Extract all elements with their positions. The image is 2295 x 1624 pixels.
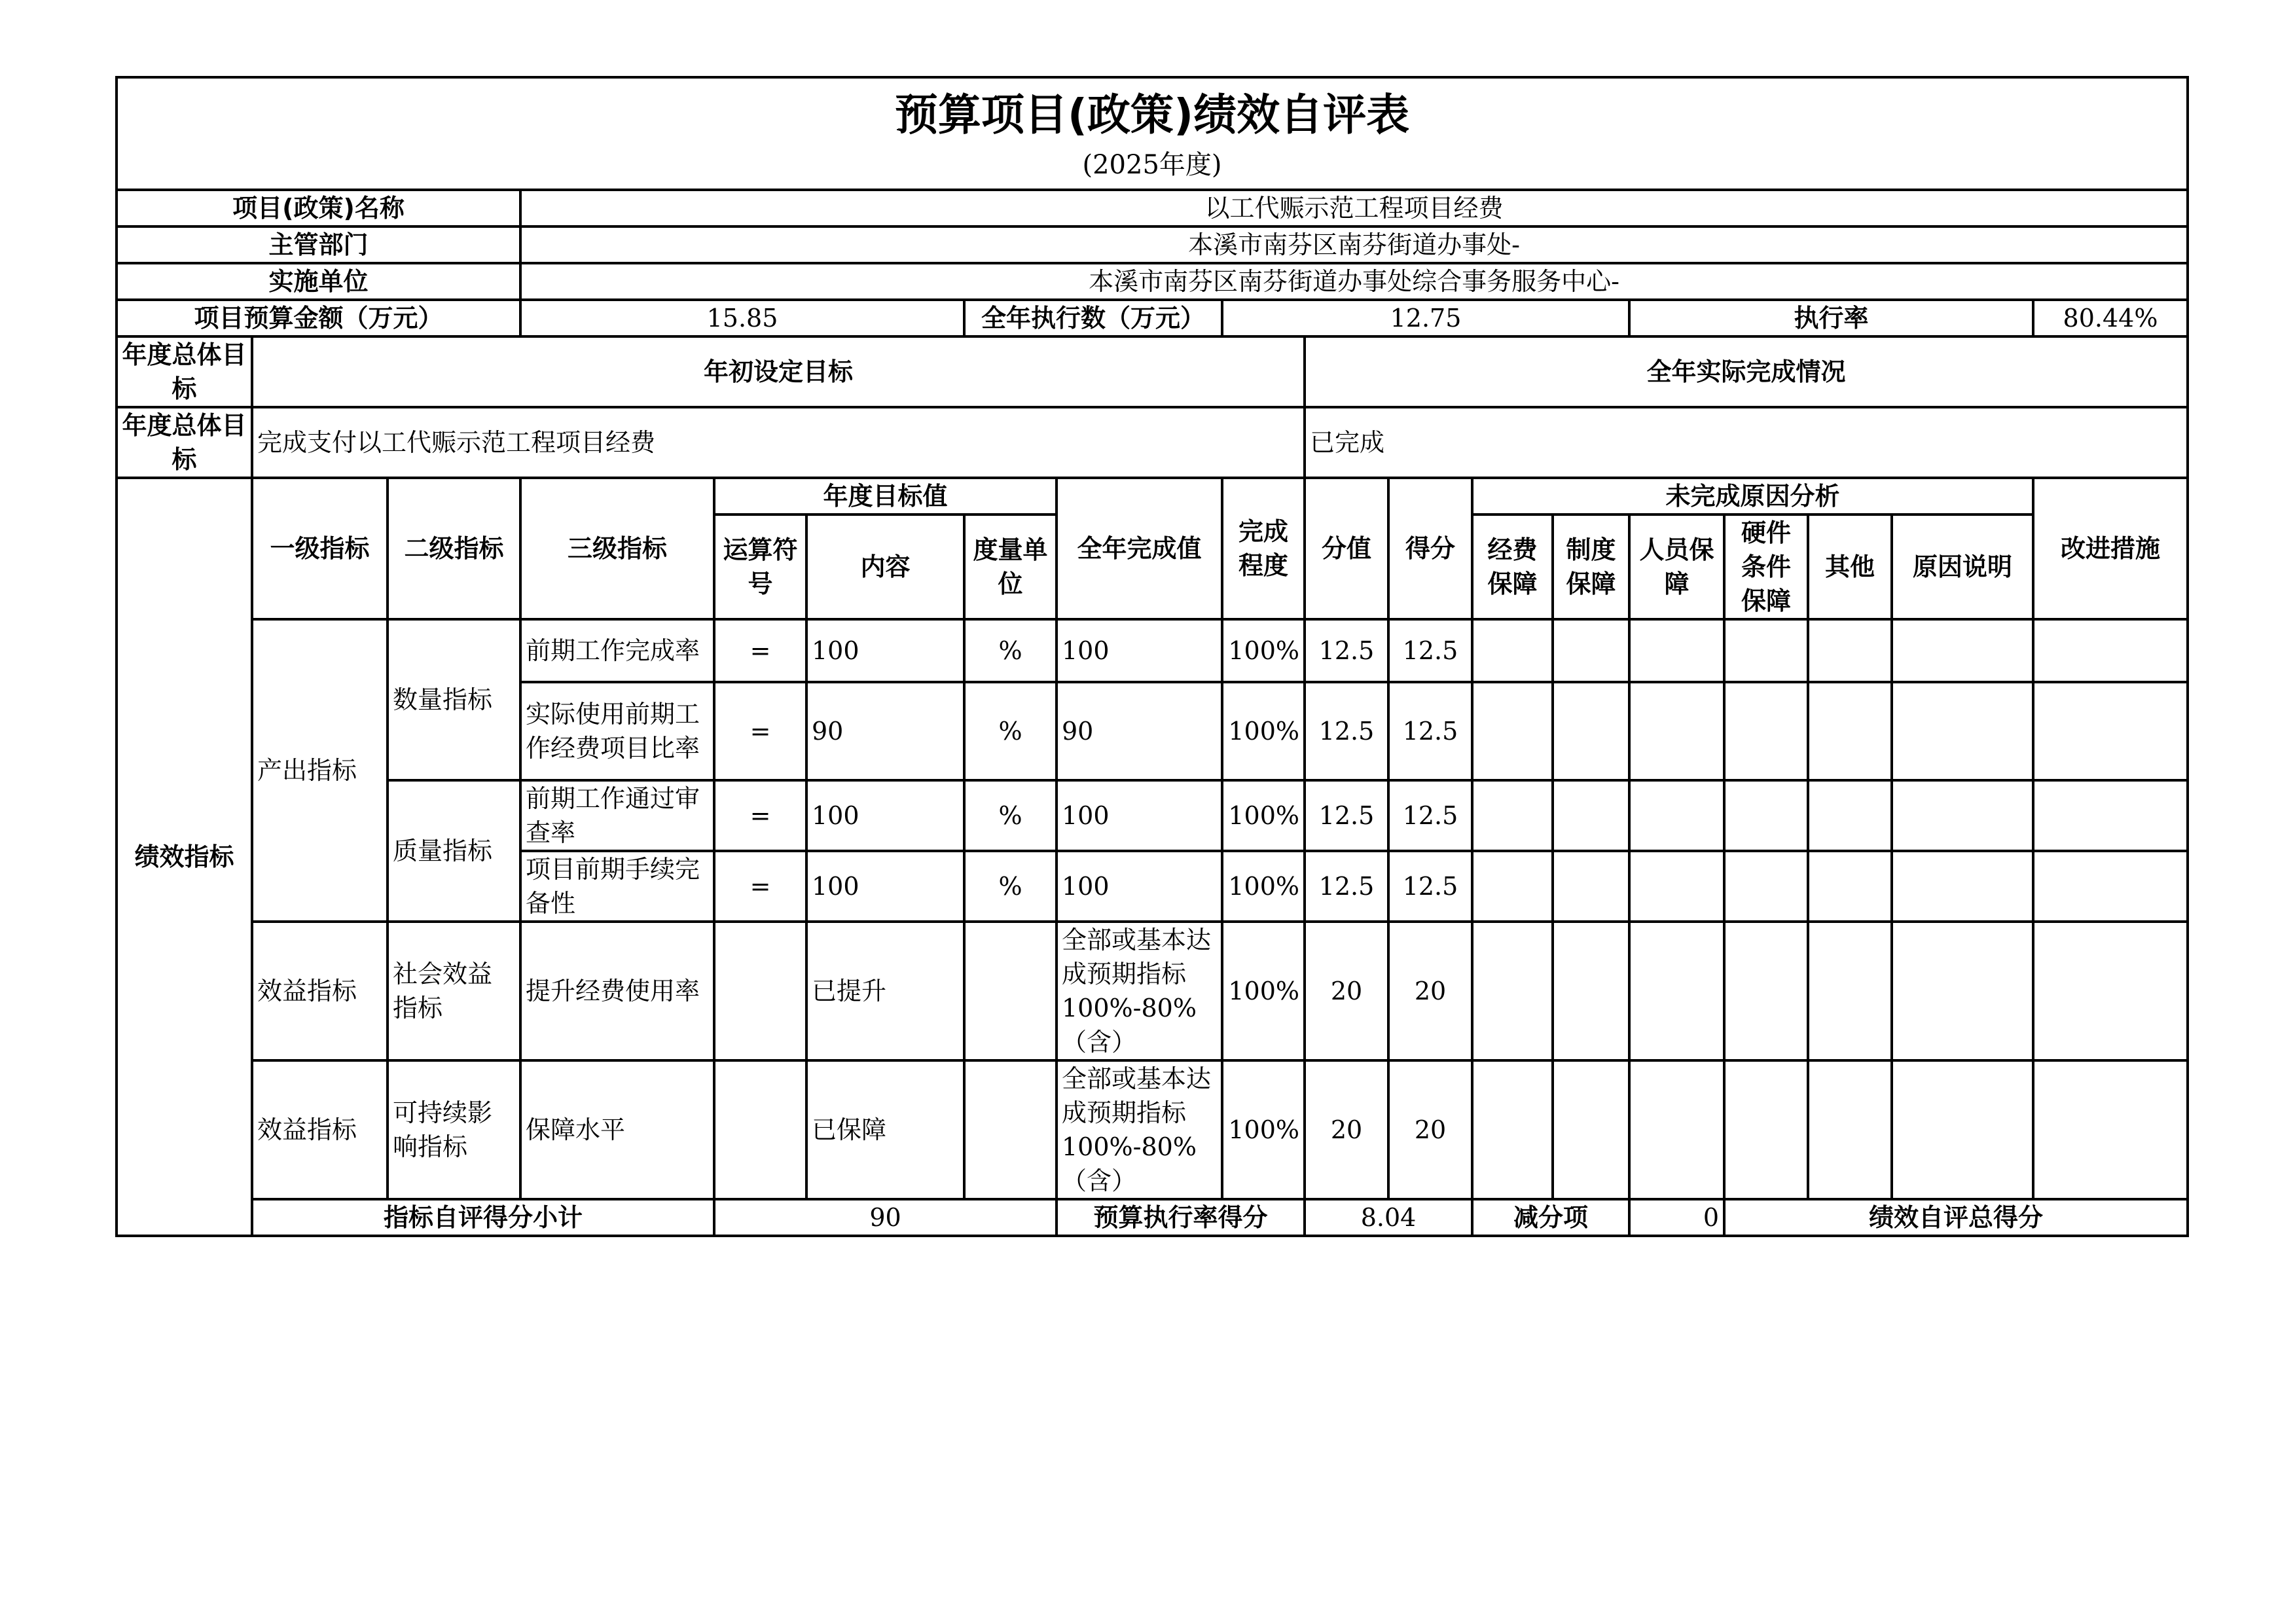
header-reason-explain: 原因说明 [1892,514,2033,619]
actual-cell: 100 [1057,619,1222,682]
page-title: 预算项目(政策)绩效自评表 [894,90,1410,140]
level3-indicator: 实际使用前期工作经费项目比率 [520,682,714,780]
empty-cell [1629,922,1724,1060]
empty-cell [1553,619,1629,682]
evaluation-table [115,76,2189,1237]
level3-indicator: 前期工作通过审查率 [520,780,714,851]
level3-indicator: 项目前期手续完备性 [520,851,714,922]
project-name-value: 以工代赈示范工程项目经费 [520,190,2188,226]
rate-label: 执行率 [1629,300,2033,336]
actual-cell: 100 [1057,851,1222,922]
empty-cell [1892,682,2033,780]
header-improve: 改进措施 [2033,478,2188,619]
empty-cell [1553,1060,1629,1199]
empty-cell [1553,851,1629,922]
empty-cell [1724,780,1808,851]
empty-cell [1472,682,1553,780]
unit-value: 本溪市南芬区南芬街道办事处综合事务服务中心- [520,263,2188,300]
unit-cell: % [964,619,1057,682]
budget-score-value: 8.04 [1305,1199,1472,1236]
actual-cell: 全部或基本达成预期指标100%-80%（含） [1057,922,1222,1060]
dept-label: 主管部门 [117,226,520,263]
header-content: 内容 [806,514,964,619]
subtotal-label: 指标自评得分小计 [252,1199,714,1236]
degree-cell: 100% [1222,619,1305,682]
got-cell: 12.5 [1388,780,1472,851]
actual-cell: 100 [1057,780,1222,851]
score-cell: 12.5 [1305,619,1388,682]
empty-cell [1629,780,1724,851]
empty-cell [1472,922,1553,1060]
empty-cell [1724,619,1808,682]
content-cell: 已提升 [806,922,964,1060]
empty-cell [1724,1060,1808,1199]
level3-indicator: 保障水平 [520,1060,714,1199]
content-cell: 90 [806,682,964,780]
score-cell: 12.5 [1305,851,1388,922]
got-cell: 12.5 [1388,682,1472,780]
empty-cell [1724,922,1808,1060]
perf-indicator-label: 绩效指标 [117,478,252,1236]
empty-cell [1472,1060,1553,1199]
goal-actual-header: 全年实际完成情况 [1305,336,2188,407]
empty-cell [1892,1060,2033,1199]
sustain-indicator: 可持续影响指标 [388,1060,520,1199]
goal-initial: 完成支付以工代赈示范工程项目经费 [252,407,1305,478]
empty-cell [2033,780,2188,851]
goal-actual: 已完成 [1305,407,2188,478]
empty-cell [2033,1060,2188,1199]
header-actual: 全年完成值 [1057,478,1222,619]
exec-label: 全年执行数（万元） [964,300,1222,336]
unit-label: 实施单位 [117,263,520,300]
output-indicator: 产出指标 [252,619,388,922]
header-degree: 完成程度 [1222,478,1305,619]
dept-value: 本溪市南芬区南芬街道办事处- [520,226,2188,263]
title-cell [117,77,2188,190]
empty-cell [2033,682,2188,780]
empty-cell [1892,922,2033,1060]
empty-cell [1472,780,1553,851]
header-target-group: 年度目标值 [714,478,1057,514]
header-reason-hardware: 硬件条件保障 [1724,514,1808,619]
degree-cell: 100% [1222,682,1305,780]
got-cell: 12.5 [1388,851,1472,922]
operator-cell [714,1060,806,1199]
unit-cell: % [964,780,1057,851]
got-cell: 20 [1388,1060,1472,1199]
empty-cell [1553,922,1629,1060]
empty-cell [1629,851,1724,922]
empty-cell [2033,619,2188,682]
empty-cell [1553,682,1629,780]
header-reason-group: 未完成原因分析 [1472,478,2033,514]
got-cell: 20 [1388,922,1472,1060]
operator-cell: = [714,780,806,851]
header-reason-funds: 经费保障 [1472,514,1553,619]
content-cell: 已保障 [806,1060,964,1199]
unit-cell: % [964,851,1057,922]
page-subtitle: (2025年度) [1082,150,1222,180]
operator-cell: = [714,851,806,922]
header-level2: 二级指标 [388,478,520,619]
content-cell: 100 [806,780,964,851]
empty-cell [1808,1060,1892,1199]
project-name-label: 项目(政策)名称 [117,190,520,226]
unit-cell: % [964,682,1057,780]
degree-cell: 100% [1222,922,1305,1060]
empty-cell [1892,851,2033,922]
empty-cell [2033,851,2188,922]
actual-cell: 90 [1057,682,1222,780]
score-cell: 12.5 [1305,682,1388,780]
rate-value: 80.44% [2033,300,2188,336]
level3-indicator: 前期工作完成率 [520,619,714,682]
header-level1: 一级指标 [252,478,388,619]
empty-cell [1808,851,1892,922]
empty-cell [1808,780,1892,851]
goal-initial-header: 年初设定目标 [252,336,1305,407]
deduct-value: 0 [1629,1199,1724,1236]
empty-cell [1808,682,1892,780]
empty-cell [1808,619,1892,682]
budget-value: 15.85 [520,300,964,336]
header-level3: 三级指标 [520,478,714,619]
score-cell: 20 [1305,922,1388,1060]
actual-cell: 全部或基本达成预期指标100%-80%（含） [1057,1060,1222,1199]
empty-cell [1553,780,1629,851]
unit-cell [964,922,1057,1060]
operator-cell: = [714,682,806,780]
header-got: 得分 [1388,478,1472,619]
empty-cell [1892,780,2033,851]
exec-value: 12.75 [1222,300,1629,336]
empty-cell [1472,619,1553,682]
subtotal-value: 90 [714,1199,1057,1236]
header-reason-other: 其他 [1808,514,1892,619]
operator-cell: = [714,619,806,682]
content-cell: 100 [806,851,964,922]
empty-cell [1629,619,1724,682]
unit-cell [964,1060,1057,1199]
goal-label: 年度总体目标 [117,407,252,478]
empty-cell [1808,922,1892,1060]
quality-indicator: 质量指标 [388,780,520,922]
social-benefit-indicator: 社会效益指标 [388,922,520,1060]
benefit-indicator: 效益指标 [252,922,388,1060]
header-operator: 运算符号 [714,514,806,619]
level3-indicator: 提升经费使用率 [520,922,714,1060]
header-reason-system: 制度保障 [1553,514,1629,619]
degree-cell: 100% [1222,780,1305,851]
benefit-indicator: 效益指标 [252,1060,388,1199]
empty-cell [1724,851,1808,922]
empty-cell [1724,682,1808,780]
header-score: 分值 [1305,478,1388,619]
header-unit: 度量单位 [964,514,1057,619]
quantity-indicator: 数量指标 [388,619,520,780]
budget-label: 项目预算金额（万元） [117,300,520,336]
empty-cell [1892,619,2033,682]
empty-cell [2033,922,2188,1060]
score-cell: 20 [1305,1060,1388,1199]
evaluation-sheet [115,76,2186,1237]
goal-label: 年度总体目标 [117,336,252,407]
budget-score-label: 预算执行率得分 [1057,1199,1305,1236]
header-reason-staff: 人员保障 [1629,514,1724,619]
empty-cell [1629,682,1724,780]
deduct-label: 减分项 [1472,1199,1629,1236]
operator-cell [714,922,806,1060]
score-cell: 12.5 [1305,780,1388,851]
degree-cell: 100% [1222,851,1305,922]
degree-cell: 100% [1222,1060,1305,1199]
total-label: 绩效自评总得分 [1724,1199,2188,1236]
got-cell: 12.5 [1388,619,1472,682]
empty-cell [1472,851,1553,922]
content-cell: 100 [806,619,964,682]
empty-cell [1629,1060,1724,1199]
